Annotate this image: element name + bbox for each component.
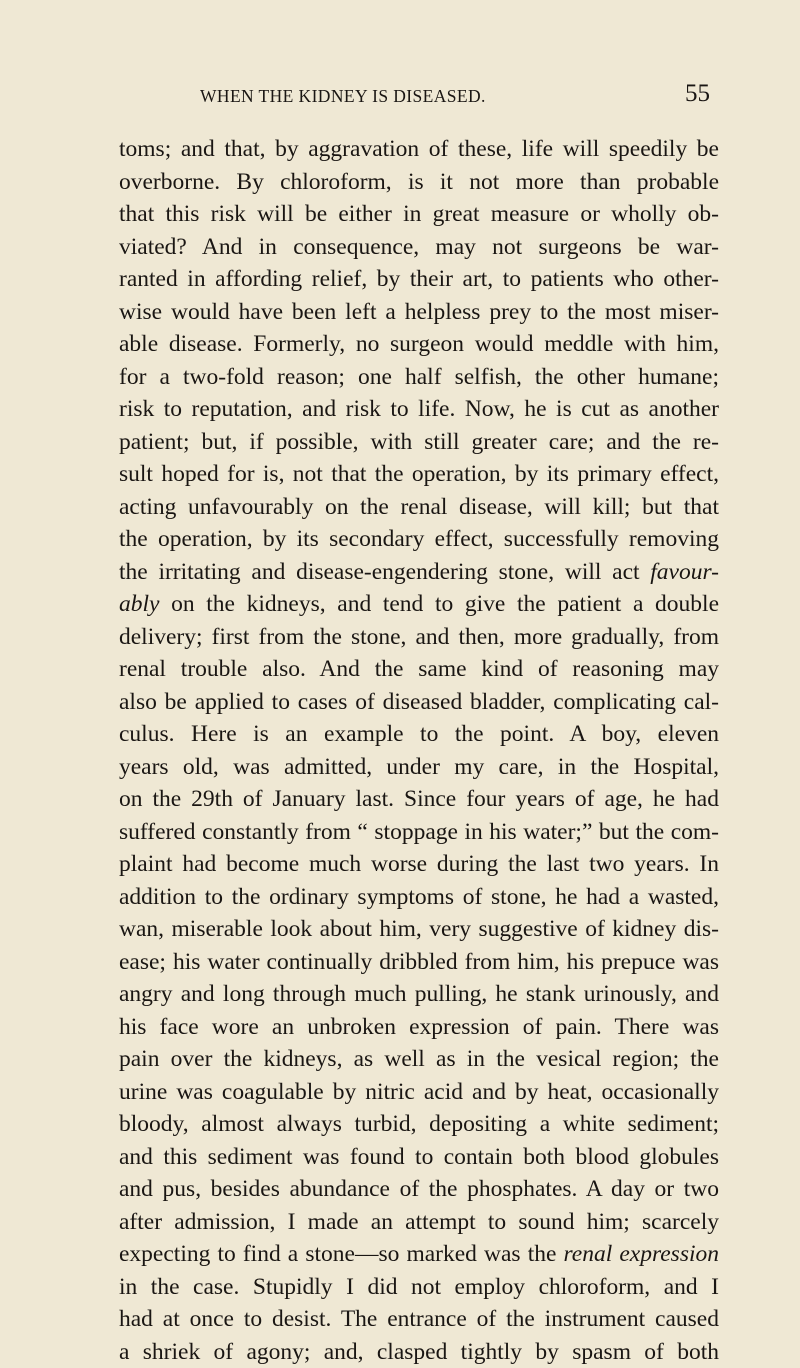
italic-fragment: ably (119, 591, 159, 617)
running-title: WHEN THE KIDNEY IS DISEASED. (200, 86, 486, 107)
text-line: years old, was admitted, under my care, in the Hospital, (119, 751, 719, 784)
text-line: after admission, I made an attempt to sound him; scarcely (119, 1206, 719, 1239)
text-line: and pus, besides abundance of the phosphates. A day or two (119, 1173, 719, 1206)
italic-fragment: favour- (650, 559, 719, 585)
text-line: toms; and that, by aggravation of these, life will speedily be (119, 133, 719, 166)
text-line: overborne. By chloroform, is it not more than probable (119, 166, 719, 199)
text-line: suffered constantly from “ stoppage in his water;” but the com- (119, 816, 719, 849)
text-line: on the 29th of January last. Since four years of age, he had (119, 783, 719, 816)
body-text (119, 133, 719, 1368)
italic-fragment: renal expression (564, 1241, 719, 1267)
text-line: patient; but, if possible, with still greater care; and the re- (119, 426, 719, 459)
text-line: addition to the ordinary symptoms of stone, he had a wasted, (119, 881, 719, 914)
text-line: risk to reputation, and risk to life. Now, he is cut as another (119, 393, 719, 426)
text-line-with-italic (119, 588, 719, 621)
text-line: acting unfavourably on the renal disease, will kill; but that (119, 491, 719, 524)
text-fragment: expecting to find a stone—so marked was the (119, 1241, 556, 1267)
text-line: that this risk will be either in great measure or wholly ob- (119, 198, 719, 231)
text-line: his face wore an unbroken expression of pain. There was (119, 1011, 719, 1044)
text-line: and this sediment was found to contain both blood globules (119, 1141, 719, 1174)
text-line: wise would have been left a helpless prey to the most miser- (119, 296, 719, 329)
text-line: wan, miserable look about him, very suggestive of kidney dis- (119, 913, 719, 946)
text-line: viated? And in consequence, may not surgeons be war- (119, 231, 719, 264)
text-line: plaint had become much worse during the last two years. In (119, 848, 719, 881)
text-line: the operation, by its secondary effect, successfully removing (119, 523, 719, 556)
text-fragment: the irritating and disease-engendering stone, will act (119, 559, 640, 585)
text-line: pain over the kidneys, as well as in the vesical region; the (119, 1043, 719, 1076)
text-line: bloody, almost always turbid, depositing a white sediment; (119, 1108, 719, 1141)
text-line: culus. Here is an example to the point. A boy, eleven (119, 718, 719, 751)
text-line: ranted in affording relief, by their art, to patients who other- (119, 263, 719, 296)
text-line-with-italic (119, 1238, 719, 1271)
text-line: in the case. Stupidly I did not employ chloroform, and I (119, 1271, 719, 1304)
running-head (120, 86, 710, 116)
page-number: 55 (685, 80, 710, 108)
text-line: renal trouble also. And the same kind of reasoning may (119, 653, 719, 686)
text-line: delivery; first from the stone, and then, more gradually, from (119, 621, 719, 654)
text-line: ease; his water continually dribbled from him, his prepuce was (119, 946, 719, 979)
text-line: sult hoped for is, not that the operation, by its primary effect, (119, 458, 719, 491)
text-line: a shriek of agony; and, clasped tightly by spasm of both (119, 1336, 719, 1368)
text-line: for a two-fold reason; one half selfish, the other humane; (119, 361, 719, 394)
text-line: urine was coagulable by nitric acid and by heat, occasionally (119, 1076, 719, 1109)
text-line: angry and long through much pulling, he stank urinously, and (119, 978, 719, 1011)
text-line: also be applied to cases of diseased bladder, complicating cal- (119, 686, 719, 719)
text-line-with-italic (119, 556, 719, 589)
text-fragment: on the kidneys, and tend to give the patient a double (171, 591, 719, 617)
text-line: able disease. Formerly, no surgeon would meddle with him, (119, 328, 719, 361)
text-line: had at once to desist. The entrance of the instrument caused (119, 1303, 719, 1336)
